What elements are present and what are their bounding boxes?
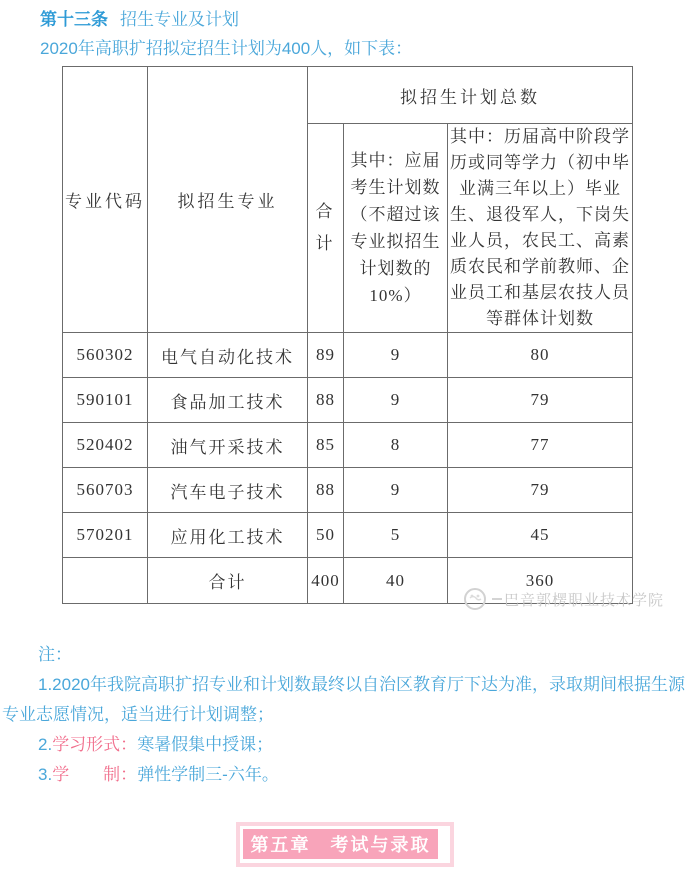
cell-fresh: 5 <box>344 513 448 558</box>
cell-grand-fresh: 40 <box>344 558 448 604</box>
chapter-banner-label: 第五章 考试与录取 <box>243 829 438 859</box>
table-row <box>63 513 633 558</box>
cell-fresh: 9 <box>344 378 448 423</box>
header-plan-total-group: 拟招生计划总数 <box>308 67 633 124</box>
note-3-number: 3. <box>38 765 53 784</box>
cell-major-code: 560302 <box>63 333 148 378</box>
cell-major-code: 520402 <box>63 423 148 468</box>
cell-total: 88 <box>308 378 344 423</box>
note-2 <box>2 730 688 760</box>
article-number: 第十三条 <box>40 10 108 29</box>
note-3-value: 弹性学制三-六年。 <box>137 765 279 784</box>
note-3-key: 学 制： <box>52 765 138 784</box>
table-row <box>63 468 633 513</box>
cell-social: 80 <box>448 333 633 378</box>
notes-label: 注： <box>38 645 72 664</box>
cell-major-name: 汽车电子技术 <box>148 468 308 513</box>
watermark-text: 巴音郭楞职业技术学院 <box>504 591 665 609</box>
cell-total: 88 <box>308 468 344 513</box>
table-row <box>63 423 633 468</box>
cell-total: 85 <box>308 423 344 468</box>
cell-major-code: 560703 <box>63 468 148 513</box>
enrollment-plan-table <box>62 66 633 604</box>
note-2-number: 2. <box>38 735 53 754</box>
chapter-banner <box>236 822 454 867</box>
cell-major-name: 电气自动化技术 <box>148 333 308 378</box>
note-3 <box>2 760 688 790</box>
header-social-groups-column: 其中：历届高中阶段学历或同等学力（初中毕业满三年以上）毕业生、退役军人，下岗失业人员，农民工、高素质农民和学前教师、企业员工和基层农技人员等群体计划数 <box>448 124 633 333</box>
table-row <box>63 378 633 423</box>
header-sum-column: 合计 <box>308 124 344 333</box>
college-logo-icon <box>462 586 488 612</box>
cell-social: 77 <box>448 423 633 468</box>
cell-fresh: 9 <box>344 333 448 378</box>
cell-major-code-empty <box>63 558 148 604</box>
cell-fresh: 8 <box>344 423 448 468</box>
cell-grand-social: 360 <box>448 558 633 604</box>
cell-fresh: 9 <box>344 468 448 513</box>
cell-total: 89 <box>308 333 344 378</box>
watermark-dash <box>492 598 502 600</box>
header-row-1 <box>63 67 633 124</box>
article-heading <box>40 9 690 31</box>
watermark <box>462 586 664 612</box>
cell-total: 50 <box>308 513 344 558</box>
notes-section <box>2 640 688 790</box>
table-row <box>63 333 633 378</box>
cell-major-name: 食品加工技术 <box>148 378 308 423</box>
plan-summary: 2020年高职扩招拟定招生计划为400人，如下表： <box>40 39 413 58</box>
note-2-value: 寒暑假集中授课； <box>137 735 274 754</box>
note-2-key: 学习形式： <box>52 735 138 754</box>
cell-social: 79 <box>448 378 633 423</box>
cell-major-code: 590101 <box>63 378 148 423</box>
cell-major-code: 570201 <box>63 513 148 558</box>
cell-major-name: 应用化工技术 <box>148 513 308 558</box>
cell-social: 79 <box>448 468 633 513</box>
cell-social: 45 <box>448 513 633 558</box>
note-1: 1.2020年我院高职扩招专业和计划数最终以自治区教育厅下达为准，录取期间根据生源专业志愿情况，适当进行计划调整； <box>2 675 685 724</box>
cell-grand-total: 400 <box>308 558 344 604</box>
header-major-code: 专业代码 <box>63 67 148 333</box>
header-major-name: 拟招生专业 <box>148 67 308 333</box>
article-title: 招生专业及计划 <box>120 10 239 29</box>
header-fresh-graduates-column: 其中：应届考生计划数（不超过该专业拟招生计划数的10%） <box>344 124 448 333</box>
cell-major-name: 油气开采技术 <box>148 423 308 468</box>
cell-total-label: 合计 <box>148 558 308 604</box>
